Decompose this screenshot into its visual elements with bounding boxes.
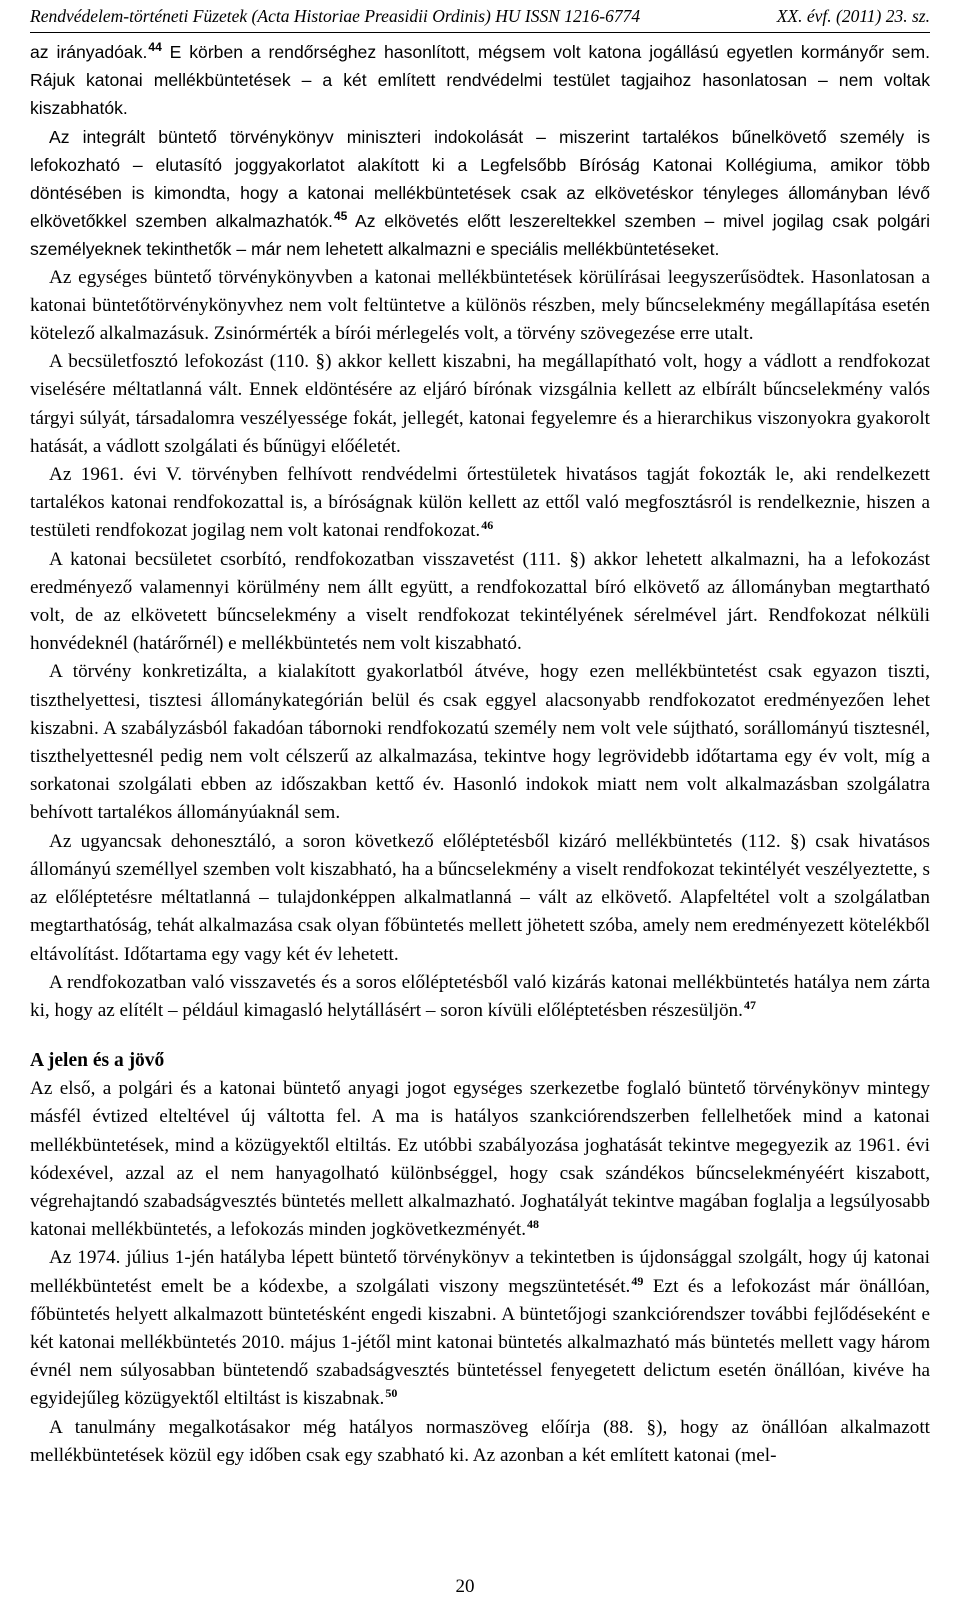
footnote-ref[interactable]: 44	[148, 40, 162, 54]
paragraph: Az 1974. július 1-jén hatályba lépett büntető törvénykönyv a tekintetben is újdonsággal szolgált, hogy új katonai mellékbüntetést emelt be a kódexbe, a szolgálati viszony megszüntetését.$^{49}$ Ezt és a lefokozást már önállóan, főbüntetés helyett alkalmazott büntetésként engedi kiszabni. A büntetőjogi szankciórendszer további fejlődéseként e két katonai mellékbüntetés 2010. május 1-jétől mint katonai büntetés alkalmazható más büntetés mellett vagy három évnél nem súlyosabban büntetendő szabadságvesztés büntetéssel fenyegetett delictum esetén önállóan, kivéve ha egyidejűleg közügyektől eltiltást is kiszabnak.$^{50}$	[30, 1247, 930, 1410]
paragraph: Az egységes büntető törvénykönyvben a katonai mellékbüntetések körülírásai leegyszerűsödtek. Hasonlatosan a katonai büntetőtörvénykönyvhez nem volt feltüntetve a különös részben, mely bűncselekmény megállapítása esetén kötelező alkalmazásuk. Zsinórmérték a bírói mérlegelés volt, a törvény szövegezése erre utalt.	[30, 266, 930, 345]
paragraph: Az 1961. évi V. törvényben felhívott rendvédelmi őrtestületek hivatásos tagját fokozták le, aki rendelkezett tartalékos katonai rendfokozattal is, a bíróságnak külön kellett az ettől való megfosztásról is rendelkeznie, hiszen a testületi rendfokozat jogilag nem volt katonai rendfokozat.$^{46}$	[30, 464, 930, 542]
footnote-ref[interactable]: 49	[631, 1273, 644, 1288]
footnote-ref[interactable]: 45	[333, 209, 348, 224]
footnote-ref[interactable]: 50	[385, 1386, 398, 1401]
paragraph: A törvény konkretizálta, a kialakított gyakorlatból átvéve, hogy ezen mellékbüntetést csak egyazon tiszti, tiszthelyettesi, tisztesi állománykategórián belül és csak eggyel alacsonyabb rendfokozatot eredményezően lehet kiszabni. A szabályzásból fakadóan tábornoki rendfokozatú személy nem volt vele sújtható, sorállományú tisztesnél, tiszthelyettesnél pedig nem volt célszerű az alkalmazása, tekintve hogy legrövidebb időtartama egy év volt, míg a sorkatonai szolgálati ebben az időszakban kettő év. Hasonló indokok miatt nem volt alkalmazásban szolgálatra behívott tartalékos állományúaknál sem.	[30, 661, 930, 824]
article-body	[30, 38, 930, 1470]
footnote-ref[interactable]: 47	[743, 997, 756, 1012]
paragraph: A becsületfosztó lefokozást (110. §) akkor kellett kiszabni, ha megállapítható volt, hogy a vádlott a rendfokozat viselésére méltatlanná vált. Ennek eldöntésére az eljáró bírónak vizsgálnia kellett az elbírált bűncselekmény valós tárgyi súlyát, társadalomra veszélyessége fokát, jellegét, katonai fegyelemre és a hierarchikus viszonyokra gyakorolt hatását, a vádlott szolgálati és bűnügyi előéletét.	[30, 351, 930, 457]
paragraph: Az ugyancsak dehonesztáló, a soron következő előléptetésből kizáró mellékbüntetés (112. §) csak hivatásos állományú személlyel szemben volt kiszabható, ha a bűncselekmény a viselt rendfokozat tekintélyét veszélyeztette, s az előléptetésre méltatlanná – tulajdonképpen alkalmatlanná – vált az elkövető. Alapfeltétel volt a szolgálatban megtarthatóság, tehát alkalmazása csak olyan főbüntetés mellett jöhetett szóba, amely nem eredményezett kötelékből eltávolítást. Időtartama egy vagy két év lehetett.	[30, 830, 930, 965]
running-header	[30, 4, 930, 33]
footnote-ref[interactable]: 48	[527, 1217, 540, 1232]
page-number: 20	[455, 1576, 475, 1597]
journal-title: Rendvédelem-történeti Füzetek (Acta Historiae Preasidii Ordinis) HU ISSN 1216-6774	[30, 6, 641, 26]
issue-info: XX. évf. (2011) 23. sz.	[776, 6, 930, 26]
paragraph: A rendfokozatban való visszavetés és a soros előléptetésből való kizárás katonai mellékbüntetés hatálya nem zárta ki, hogy az elítélt – például kimagasló helytállásért – soron kívüli előléptetésben részesüljön.$^{47}$	[30, 971, 930, 1021]
paragraph: Az első, a polgári és a katonai büntető anyagi jogot egységes szerkezetbe foglaló büntető törvénykönyv mintegy másfél évtized elteltével új váltotta fel. A ma is hatályos szankciórendszerben fellelhetőek mind a katonai mellékbüntetések, mind a közügyektől eltiltás. Ez utóbbi szabályozása joghatását tekintve megegyezik az 1961. évi kódexével, azzal az el nem hanyagolható különbséggel, hogy csak szándékos bűncselekményéért kiszabott, végrehajtandó szabadságvesztés büntetés mellett alkalmazható. Joghatályát tekintve magában foglalja a legsúlyosabb katonai mellékbüntetés, a lefokozás minden jogkövetkezményét.$^{48}$	[30, 1078, 930, 1241]
paragraph: A tanulmány megalkotásakor még hatályos normaszöveg előírja (88. §), hogy az önállóan alkalmazott mellékbüntetések közül egy időben csak egy szabható ki. Az azonban a két említett katonai (mel-	[30, 1416, 930, 1466]
footnote-ref[interactable]: 46	[481, 518, 494, 533]
paragraph: A katonai becsületet csorbító, rendfokozatban visszavetést (111. §) akkor lehetett alkalmazni, ha a lefokozást eredményező valamennyi körülmény nem állt együtt, a rendfokozattal bíró elkövető az állományban megtartható volt, de az elkövetett bűncselekmény a viselt rendfokozat tekintélyének sérelmével járt. Rendfokozat nélküli honvédeknél (határőrnél) e mellékbüntetés nem volt kiszabható.	[30, 548, 930, 655]
paragraph: Az integrált büntető törvénykönyv miniszteri indokolását – miszerint tartalékos bűnelkövető személy is lefokozható – elutasító joggyakorlatot alakított ki a Legfelsőbb Bíróság Katonai Kollégiuma, amikor több döntésében is kimondta, hogy a katonai mellékbüntetések csak az elkövetéskor tényleges állományban lévő elkövetőkkel szemben alkalmazhatók.$^{45}$ Az elkövetés előtt leszereltekkel szemben – mivel jogilag csak polgári személyeknek tekinthetők – már nem lehetett alkalmazni e speciális mellékbüntetéseket.	[30, 126, 930, 260]
section-heading: A jelen és a jövő	[30, 1050, 165, 1072]
paragraph: az irányadóak.$^{44}$ E körben a rendőrséghez hasonlított, mégsem volt katona jogállású egyetlen kormányőr sem. Rájuk katonai mellékbüntetések – a két említett rendvédelmi testület tagjaihoz hasonlatosan – nem voltak kiszabhatók.	[30, 40, 930, 119]
